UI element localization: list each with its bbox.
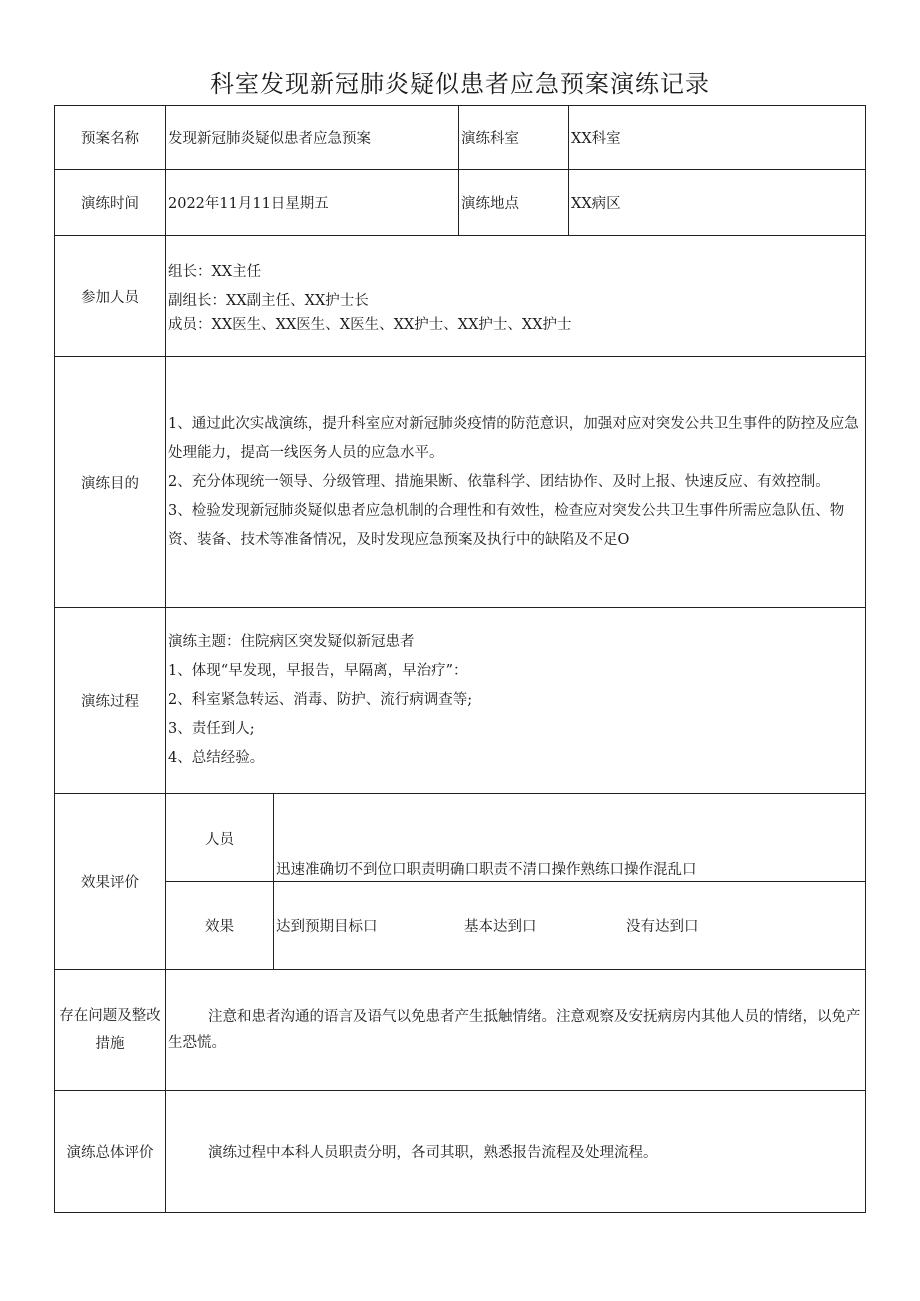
purpose-content	[166, 357, 866, 608]
page-title: 科室发现新冠肺炎疑似患者应急预案演练记录	[210, 70, 710, 98]
row-plan-name	[55, 106, 866, 170]
eval-effect-label: 效果	[166, 882, 274, 970]
evaluation-label: 效果评价	[55, 794, 166, 970]
row-eval-effect	[55, 882, 866, 970]
eval-effect-options	[274, 882, 866, 970]
effect-option-not-achieved: 没有达到口	[626, 919, 699, 935]
issues-label-line2: 措施	[95, 1036, 125, 1052]
drill-record-table	[54, 105, 866, 1213]
eval-personnel-value: 迅速准确切不到位口职责明确口职责不清口操作熟练口操作混乱口	[274, 794, 866, 882]
purpose-item: 3、检验发现新冠肺炎疑似患者应急机制的合理性和有效性，检查应对突发公共卫生事件所需应急队伍、物资、装备、技术等准备情况，及时发现应急预案及执行中的缺陷及不足O	[168, 502, 845, 548]
drill-time-label: 演练时间	[55, 170, 166, 236]
drill-place-value: XX病区	[569, 170, 866, 236]
process-theme: 演练主题：住院病区突发疑似新冠患者	[168, 634, 415, 650]
plan-name-value: 发现新冠肺炎疑似患者应急预案	[166, 106, 459, 170]
effect-option-basic: 基本达到口	[464, 919, 537, 935]
row-participants	[55, 236, 866, 357]
row-issues	[55, 970, 866, 1091]
process-step: 4、总结经验。	[168, 750, 265, 766]
participants-list	[166, 236, 866, 357]
issues-label-line1: 存在问题及整改	[59, 1008, 161, 1024]
purpose-label: 演练目的	[55, 357, 166, 608]
issues-label	[55, 970, 166, 1091]
effect-option-achieved: 达到预期目标口	[276, 919, 378, 935]
drill-place-label: 演练地点	[459, 170, 569, 236]
row-overall	[55, 1091, 866, 1213]
participant-leader: 组长：XX主任	[168, 264, 262, 280]
row-purpose	[55, 357, 866, 608]
drill-dept-label: 演练科室	[459, 106, 569, 170]
overall-text: 演练过程中本科人员职责分明，各司其职，熟悉报告流程及处理流程。	[166, 1091, 866, 1213]
participant-deputy: 副组长：XX副主任、XX护士长	[168, 293, 369, 309]
process-step: 2、科室紧急转运、消毒、防护、流行病调查等;	[168, 692, 473, 708]
eval-personnel-label: 人员	[166, 794, 274, 882]
purpose-item: 2、充分体现统一领导、分级管理、措施果断、依靠科学、团结协作、及时上报、快速反应、有效控制。	[168, 473, 830, 490]
issues-text: 注意和患者沟通的语言及语气以免患者产生抵触情绪。注意观察及安抚病房内其他人员的情绪，以免产生恐慌。	[166, 970, 866, 1091]
purpose-item: 1、通过此次实战演练，提升科室应对新冠肺炎疫情的防范意识，加强对应对突发公共卫生事件的防控及应急处理能力，提高一线医务人员的应急水平。	[168, 415, 859, 461]
process-step: 1、体现“早发现，早报告，早隔离，早治疗”：	[168, 663, 468, 679]
row-drill-time	[55, 170, 866, 236]
process-content	[166, 608, 866, 794]
process-label: 演练过程	[55, 608, 166, 794]
row-eval-personnel	[55, 794, 866, 882]
process-step: 3、责任到人;	[168, 721, 255, 737]
overall-label: 演练总体评价	[55, 1091, 166, 1213]
drill-time-value: 2022年11月11日星期五	[166, 170, 459, 236]
plan-name-label: 预案名称	[55, 106, 166, 170]
row-process	[55, 608, 866, 794]
drill-dept-value: XX科室	[569, 106, 866, 170]
participants-label: 参加人员	[55, 236, 166, 357]
participant-members: 成员：XX医生、XX医生、X医生、XX护士、XX护士、XX护士	[168, 317, 572, 333]
